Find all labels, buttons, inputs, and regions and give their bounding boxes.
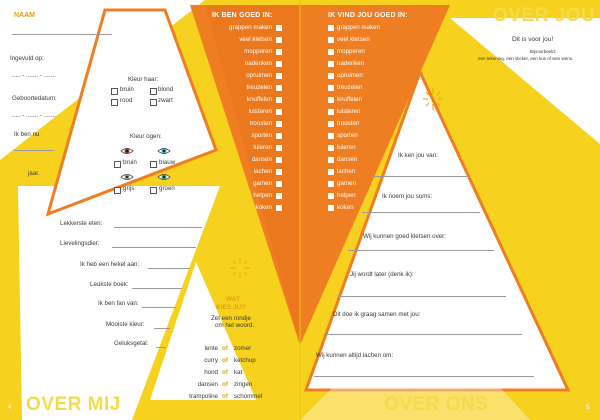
kleur-ogen-title: Kleur ogen:	[130, 133, 162, 140]
question-mooiste-kleur: Mooiste kleur:	[106, 321, 145, 328]
skill-label-you-14: helpen	[337, 192, 356, 199]
ik-ben-nu-label: Ik ben nu	[14, 131, 40, 138]
skill-label-you-2: mopperen	[337, 48, 365, 55]
question-lekkerste-eten: Lekkerste eten:	[60, 220, 103, 227]
skill-checkbox-me-7[interactable]	[276, 109, 282, 115]
question-jij-wordt-later: Jij wordt later (denk ik):	[350, 271, 414, 278]
skill-checkbox-you-11[interactable]	[328, 157, 334, 163]
skill-label-you-9: sporten	[337, 132, 358, 139]
answer-line-7[interactable]	[156, 347, 166, 348]
skill-label-me-0: grappen maken	[229, 24, 272, 31]
hair-checkbox-zwart[interactable]	[150, 99, 157, 106]
skill-label-me-14: helpen	[253, 192, 272, 199]
wat-kies-jij-instruction-1: Zet een rondje	[211, 315, 251, 322]
over-jou-title: OVER JOU	[493, 5, 596, 26]
eye-checkbox-grijs[interactable]	[114, 187, 121, 194]
choice-or-1: of	[222, 345, 228, 352]
skill-label-me-8: troosten	[249, 120, 272, 127]
skill-checkbox-you-12[interactable]	[328, 169, 334, 175]
bijvoorbeeld-label: Bijvoorbeeld:	[530, 49, 557, 54]
skill-label-you-8: troosten	[337, 120, 360, 127]
page-number-right: 5	[586, 404, 590, 411]
skill-label-you-12: lachen	[337, 168, 356, 175]
wat-kies-jij-title-1: WAT	[226, 296, 240, 303]
answer-line-2[interactable]	[112, 247, 196, 248]
choice-or-2: of	[222, 357, 228, 364]
dit-is-voor-jou: Dit is voor jou!	[512, 36, 554, 43]
skill-label-me-11: dansen	[251, 156, 272, 163]
skill-label-me-3: nadenken	[244, 60, 272, 67]
skill-label-you-0: grappen maken	[337, 24, 380, 31]
skill-checkbox-me-1[interactable]	[276, 37, 282, 43]
skill-checkbox-me-15[interactable]	[276, 205, 282, 211]
ik-ben-goed-in-title: IK BEN GOED IN:	[212, 12, 273, 19]
choice-left-2[interactable]: curry	[204, 357, 218, 364]
right-answer-line-6[interactable]	[314, 376, 534, 377]
skill-label-me-12: lachen	[253, 168, 272, 175]
naam-line[interactable]	[12, 34, 112, 35]
skill-checkbox-me-13[interactable]	[276, 181, 282, 187]
question-goed-kletsen: Wij kunnen goed kletsen over:	[363, 233, 446, 240]
hair-option-bruin: bruin	[120, 86, 134, 93]
skill-checkbox-you-14[interactable]	[328, 193, 334, 199]
skill-label-me-2: mopperen	[244, 48, 272, 55]
skill-checkbox-you-2[interactable]	[328, 49, 334, 55]
skill-checkbox-me-2[interactable]	[276, 49, 282, 55]
choice-right-5[interactable]: schommel	[234, 393, 263, 400]
choice-left-4[interactable]: dansen	[197, 381, 218, 388]
eye-checkbox-blauw[interactable]	[150, 161, 157, 168]
choice-left-5[interactable]: trampoline	[189, 393, 218, 400]
skill-checkbox-you-15[interactable]	[328, 205, 334, 211]
choice-right-3[interactable]: kat	[234, 369, 243, 376]
skill-checkbox-me-11[interactable]	[276, 157, 282, 163]
skill-label-me-5: treuzelen	[246, 84, 272, 91]
eye-grey-icon	[120, 173, 134, 181]
skill-label-you-1: veel kletsen	[337, 36, 370, 43]
over-mij-title: OVER MIJ	[26, 394, 121, 415]
skill-label-me-6: knuffelen	[246, 96, 272, 103]
skill-checkbox-you-6[interactable]	[328, 97, 334, 103]
choice-left-3[interactable]: hond	[204, 369, 218, 376]
skill-checkbox-me-10[interactable]	[276, 145, 282, 151]
skill-checkbox-me-12[interactable]	[276, 169, 282, 175]
jaar-label: jaar.	[28, 170, 40, 177]
question-ik-ken-jou-van: Ik ken jou van:	[398, 152, 438, 159]
question-lievelingsdier: Lievelingsdier:	[60, 240, 100, 247]
skill-checkbox-you-9[interactable]	[328, 133, 334, 139]
skill-checkbox-you-13[interactable]	[328, 181, 334, 187]
skill-label-you-10: luieren	[337, 144, 356, 151]
choice-left-1[interactable]: lente	[204, 345, 218, 352]
skill-label-you-3: nadenken	[337, 60, 365, 67]
hair-checkbox-bruin[interactable]	[111, 88, 118, 95]
choice-or-5: of	[222, 393, 228, 400]
skill-label-me-4: opruimen	[246, 72, 272, 79]
eye-green-icon	[157, 173, 171, 181]
right-answer-line-3[interactable]	[348, 250, 494, 251]
answer-line-1[interactable]	[114, 227, 202, 228]
skill-checkbox-you-5[interactable]	[328, 85, 334, 91]
skill-checkbox-you-4[interactable]	[328, 73, 334, 79]
skill-checkbox-me-3[interactable]	[276, 61, 282, 67]
naam-label: NAAM	[14, 12, 35, 19]
skill-checkbox-you-10[interactable]	[328, 145, 334, 151]
skill-checkbox-me-6[interactable]	[276, 97, 282, 103]
answer-line-6[interactable]	[154, 328, 170, 329]
hair-option-rood: rood	[120, 97, 133, 104]
skill-label-you-4: opruimen	[337, 72, 363, 79]
choice-or-3: of	[222, 369, 228, 376]
skill-checkbox-you-3[interactable]	[328, 61, 334, 67]
question-hekel: Ik heb een hekel aan:	[80, 261, 140, 268]
choice-or-4: of	[222, 381, 228, 388]
hair-checkbox-rood[interactable]	[111, 99, 118, 106]
question-altijd-lachen: Wij kunnen altijd lachen om:	[316, 352, 394, 359]
page-number-left: 4	[8, 404, 12, 411]
foto-label: Foto!	[41, 344, 56, 351]
eye-option-grijs: grijs	[123, 185, 135, 192]
eye-blue-icon	[157, 147, 171, 155]
question-samen-met-jou: Dit doe ik graag samen met jou:	[333, 311, 421, 318]
bijvoorbeeld-examples: een tekening, een sticker, een kus of wes wens.	[478, 56, 574, 61]
skill-checkbox-you-8[interactable]	[328, 121, 334, 127]
eye-option-bruin: bruin	[123, 159, 137, 166]
skill-label-you-11: dansen	[337, 156, 358, 163]
skill-label-me-1: veel kletsen	[239, 36, 272, 43]
hair-option-blond: blond	[158, 86, 174, 93]
skill-label-me-15: koken	[255, 204, 272, 211]
wat-kies-jij-title-2: KIES JIJ?	[216, 304, 246, 311]
skill-checkbox-you-0[interactable]	[328, 25, 334, 31]
eye-option-blauw: blauw	[159, 159, 176, 166]
skill-checkbox-me-5[interactable]	[276, 85, 282, 91]
hair-checkbox-blond[interactable]	[150, 88, 157, 95]
right-answer-line-4[interactable]	[338, 296, 506, 297]
skill-checkbox-you-1[interactable]	[328, 37, 334, 43]
skill-checkbox-me-4[interactable]	[276, 73, 282, 79]
skill-checkbox-me-8[interactable]	[276, 121, 282, 127]
choice-right-2[interactable]: ketchup	[234, 357, 256, 364]
skill-label-you-15: koken	[337, 204, 354, 211]
ingevuld-op-date[interactable]: ..... - ....... - .......	[12, 72, 56, 79]
choice-right-1[interactable]: zomer	[234, 345, 252, 352]
question-fan-van: Ik ben fan van:	[98, 300, 139, 307]
eye-checkbox-groen[interactable]	[150, 187, 157, 194]
leeftijd-line[interactable]	[14, 150, 54, 151]
question-geluksgetal: Geluksgetal:	[114, 340, 149, 347]
geboortedatum-label: Geboortedatum:	[12, 95, 57, 102]
skill-label-you-6: knuffelen	[337, 96, 363, 103]
eye-option-groen: groen	[159, 185, 175, 192]
skill-label-me-9: sporten	[251, 132, 272, 139]
kleur-haar-title: Kleur haar:	[128, 76, 159, 83]
right-answer-line-5[interactable]	[326, 334, 522, 335]
skill-label-me-10: luieren	[253, 144, 272, 151]
skill-checkbox-me-9[interactable]	[276, 133, 282, 139]
geboortedatum-date[interactable]: ..... - ....... - .......	[12, 112, 56, 119]
answer-line-5[interactable]	[142, 307, 176, 308]
right-answer-line-1[interactable]	[374, 176, 468, 177]
ingevuld-op-label: Ingevuld op:	[10, 55, 44, 62]
right-answer-line-2[interactable]	[362, 212, 480, 213]
skill-checkbox-me-14[interactable]	[276, 193, 282, 199]
small-sun-left	[230, 258, 250, 278]
answer-line-3[interactable]	[148, 268, 190, 269]
skill-label-you-13: gamen	[337, 180, 356, 187]
ik-vind-jou-goed-in-title: IK VIND JOU GOED IN:	[328, 12, 408, 19]
hair-option-zwart: zwart	[158, 97, 173, 104]
skill-label-me-7: luisteren	[248, 108, 272, 115]
choice-right-4[interactable]: zingen	[234, 381, 253, 388]
eye-checkbox-bruin[interactable]	[114, 161, 121, 168]
answer-line-4[interactable]	[132, 288, 182, 289]
question-leukste-boek: Leukste boek:	[90, 281, 129, 288]
wat-kies-jij-instruction-2: om het woord.	[215, 322, 255, 329]
skill-label-you-5: treuzelen	[337, 84, 363, 91]
skill-checkbox-me-0[interactable]	[276, 25, 282, 31]
skill-label-me-13: gamen	[253, 180, 272, 187]
over-ons-title: OVER ONS	[384, 394, 489, 415]
question-ik-noem-jou-soms: Ik noem jou soms:	[382, 193, 433, 200]
eye-brown-icon	[120, 147, 134, 155]
skill-checkbox-you-7[interactable]	[328, 109, 334, 115]
skill-label-you-7: luisteren	[337, 108, 361, 115]
